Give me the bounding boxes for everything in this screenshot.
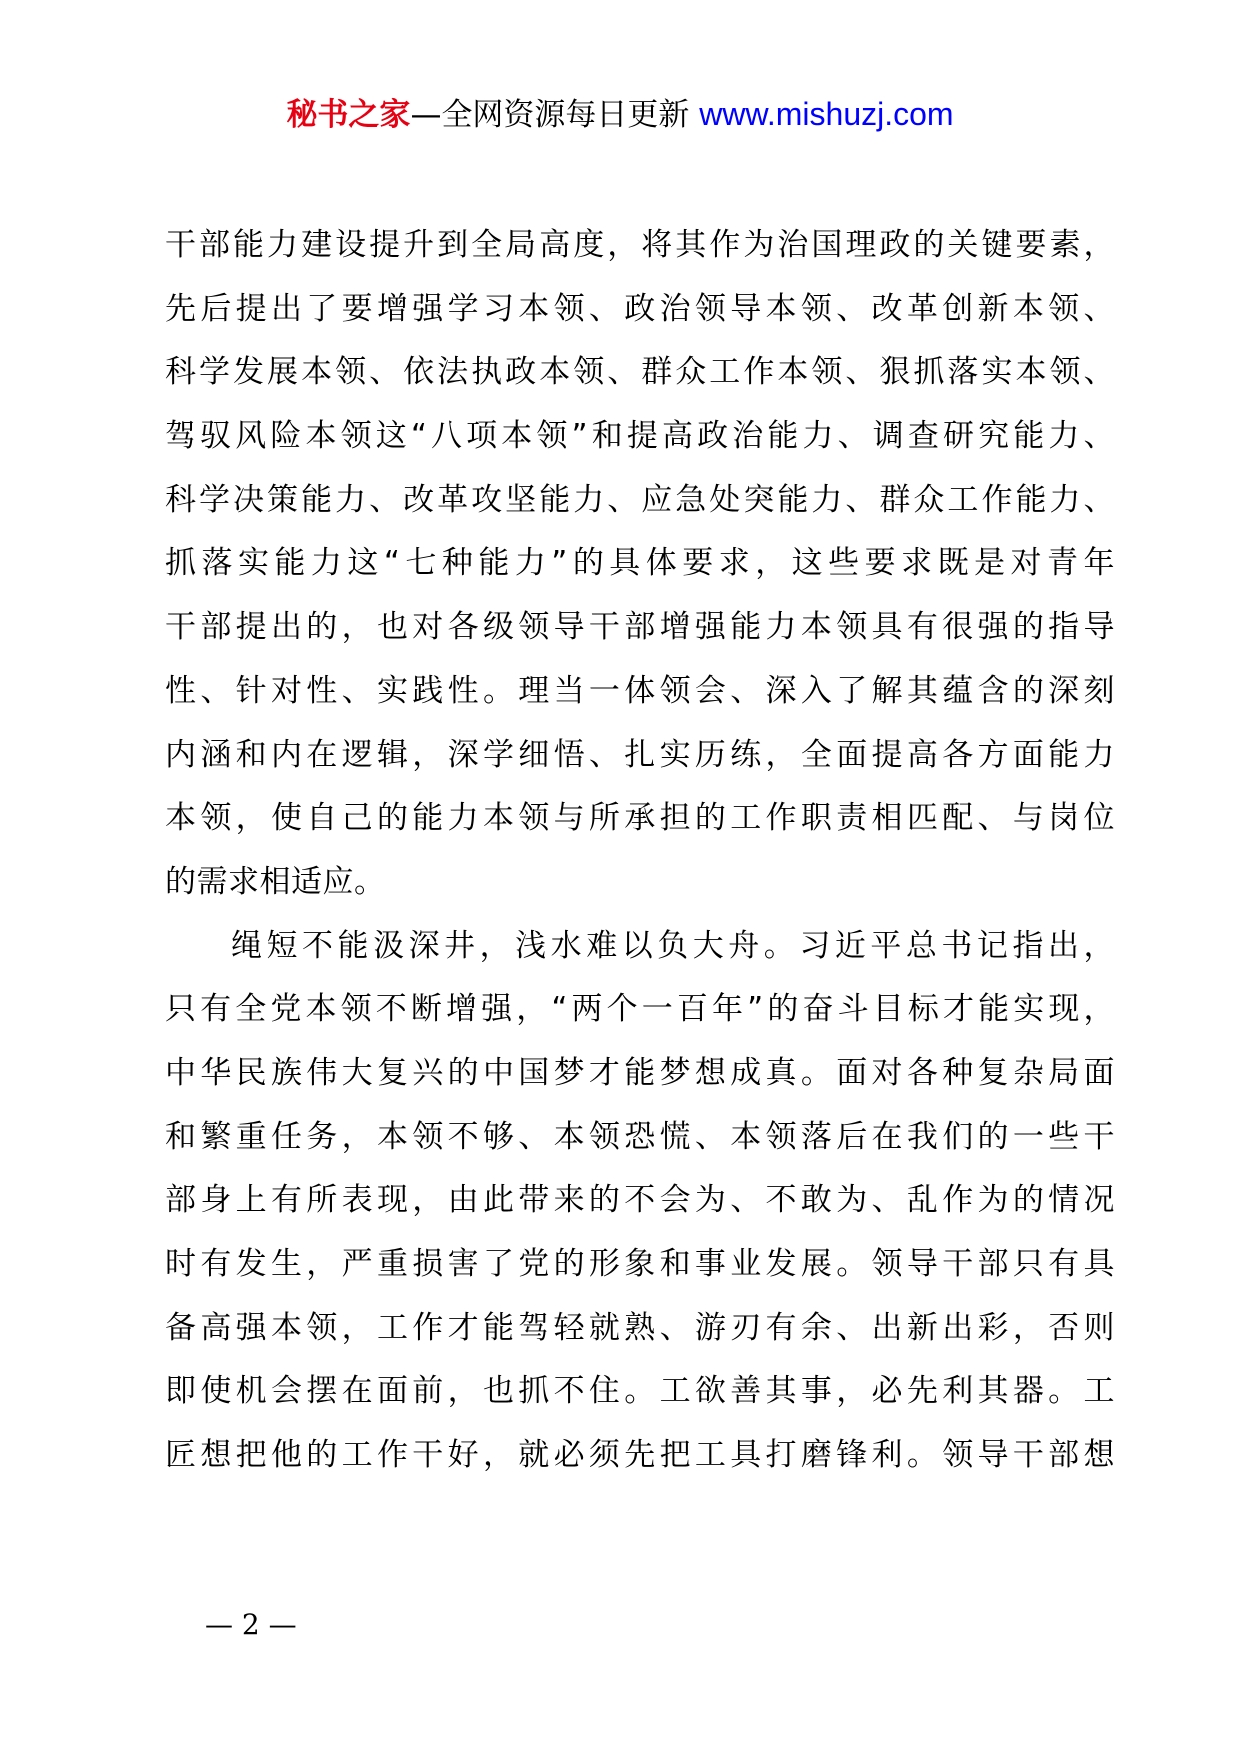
text-line: 科学发展本领、依法执政本领、群众工作本领、狠抓落实本领、: [165, 354, 1115, 391]
text-line: 即使机会摆在面前，也抓不住。工欲善其事，必先利其器。工: [165, 1373, 1115, 1410]
text-line: 中华民族伟大复兴的中国梦才能梦想成真。面对各种复杂局面: [165, 1054, 1115, 1091]
site-banner: [0, 92, 1240, 137]
banner-tagline: —全网资源每日更新: [410, 97, 690, 133]
text-line: 匠想把他的工作干好，就必须先把工具打磨锋利。领导干部想: [165, 1437, 1115, 1474]
text-line: 科学决策能力、改革攻坚能力、应急处突能力、群众工作能力、: [165, 481, 1115, 518]
text-line: 只有全党本领不断增强，“两个一百年”的奋斗目标才能实现，: [165, 991, 1115, 1028]
text-line: 干部提出的，也对各级领导干部增强能力本领具有很强的指导: [165, 609, 1115, 646]
text-line: 部身上有所表现，由此带来的不会为、不敢为、乱作为的情况: [165, 1182, 1115, 1219]
document-body: [165, 214, 1115, 1488]
text-line: 抓落实能力这“七种能力”的具体要求，这些要求既是对青年: [165, 545, 1115, 582]
text-line: 内涵和内在逻辑，深学细悟、扎实历练，全面提高各方面能力: [165, 736, 1115, 773]
text-line: 性、针对性、实践性。理当一体领会、深入了解其蕴含的深刻: [165, 672, 1115, 709]
site-url-link[interactable]: www.mishuzj.com: [699, 96, 954, 132]
paragraph-first-line: 绳短不能汲深井，浅水难以负大舟。习近平总书记指出，: [231, 927, 1115, 964]
text-line: 本领，使自己的能力本领与所承担的工作职责相匹配、与岗位: [165, 800, 1115, 837]
text-line: 时有发生，严重损害了党的形象和事业发展。领导干部只有具: [165, 1246, 1115, 1282]
text-line: 驾驭风险本领这“八项本领”和提高政治能力、调查研究能力、: [165, 418, 1115, 455]
page-number: — 2 —: [205, 1608, 297, 1641]
brand-name: 秘书之家: [286, 97, 411, 133]
text-line: 备高强本领，工作才能驾轻就熟、游刃有余、出新出彩，否则: [165, 1309, 1115, 1346]
text-line: 干部能力建设提升到全局高度，将其作为治国理政的关键要素，: [165, 227, 1115, 263]
text-line: 先后提出了要增强学习本领、政治领导本领、改革创新本领、: [165, 290, 1115, 327]
text-line: 和繁重任务，本领不够、本领恐慌、本领落后在我们的一些干: [165, 1118, 1115, 1155]
text-line: 的需求相适应。: [165, 863, 386, 900]
